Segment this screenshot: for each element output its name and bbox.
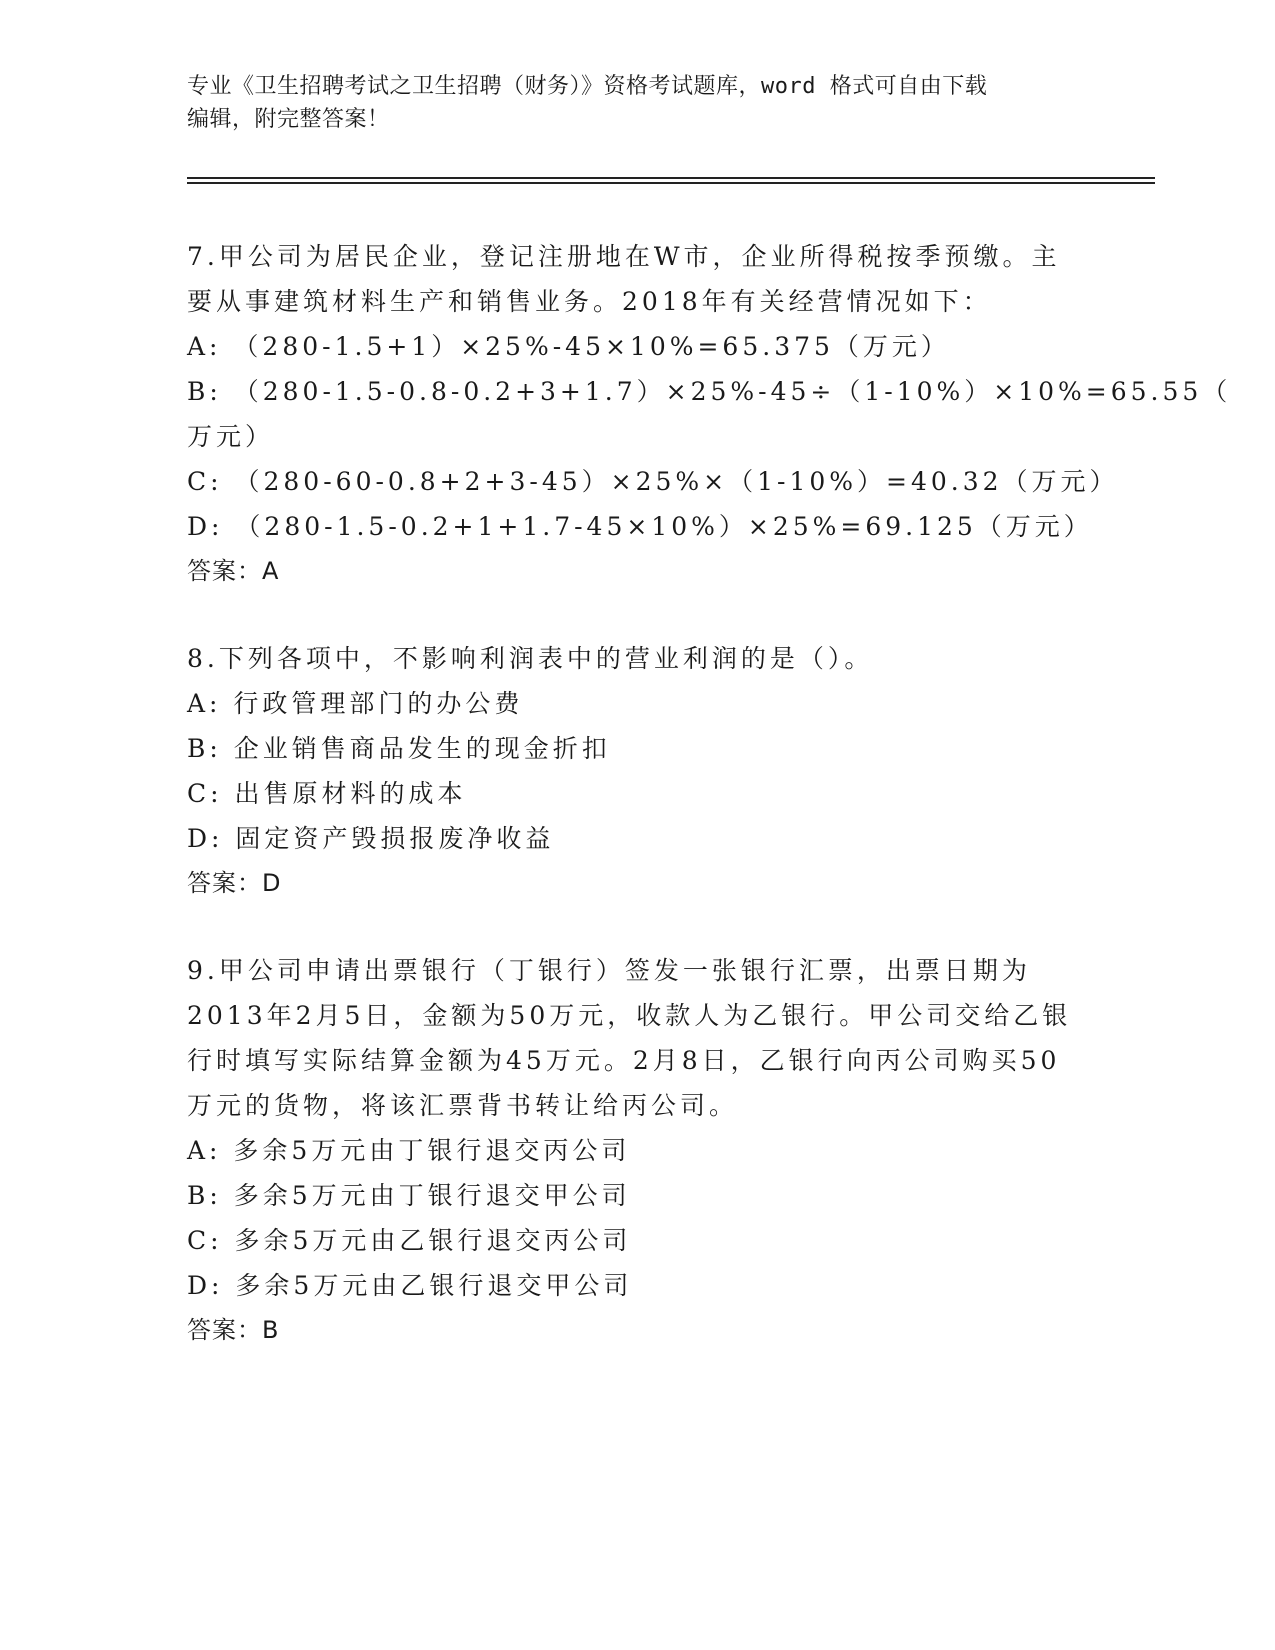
header-line-2: 编辑，附完整答案！: [187, 107, 390, 132]
option-a: A: 行政管理部门的办公费: [187, 689, 524, 718]
question-9: [187, 948, 1087, 1353]
option-d: D: （280-1.5-0.2+1+1.7-45×10%）×25%=69.125（万元）: [187, 512, 1093, 541]
question-stem-line: 要从事建筑材料生产和销售业务。2018年有关经营情况如下：: [187, 287, 992, 316]
answer-label: 答案：B: [187, 1316, 280, 1344]
question-8: [187, 636, 1087, 906]
header-divider-top: [187, 177, 1155, 179]
header-divider-bottom: [187, 182, 1155, 184]
answer-label: 答案：A: [187, 557, 280, 585]
answer-label: 答案：D: [187, 869, 282, 897]
question-7: [187, 234, 1232, 594]
option-b: B: 多余5万元由丁银行退交甲公司: [187, 1181, 631, 1210]
question-stem-line: 2013年2月5日，金额为50万元，收款人为乙银行。甲公司交给乙银: [187, 1001, 1072, 1030]
option-b: B: （280-1.5-0.8-0.2+3+1.7）×25%-45÷（1-10%）×10%=65.55（: [187, 377, 1232, 406]
question-stem-line: 万元的货物，将该汇票背书转让给丙公司。: [187, 1091, 739, 1120]
option-a: A: （280-1.5+1）×25%-45×10%=65.375（万元）: [187, 332, 950, 361]
option-d: D: 固定资产毁损报废净收益: [187, 824, 555, 853]
option-c: C: 出售原材料的成本: [187, 779, 467, 808]
option-c: C: （280-60-0.8+2+3-45）×25%×（1-10%）=40.32（万元）: [187, 467, 1119, 496]
question-stem-line: 7.甲公司为居民企业，登记注册地在W市，企业所得税按季预缴。主: [187, 242, 1061, 271]
question-stem-line: 8.下列各项中，不影响利润表中的营业利润的是（）。: [187, 644, 874, 673]
header-line-1: 专业《卫生招聘考试之卫生招聘（财务）》资格考试题库，word 格式可自由下载: [187, 74, 988, 99]
option-d: D: 多余5万元由乙银行退交甲公司: [187, 1271, 633, 1300]
option-a: A: 多余5万元由丁银行退交丙公司: [187, 1136, 631, 1165]
question-stem-line: 行时填写实际结算金额为45万元。2月8日，乙银行向丙公司购买50: [187, 1046, 1061, 1075]
option-b-continued: 万元）: [187, 422, 275, 451]
option-c: C: 多余5万元由乙银行退交丙公司: [187, 1226, 632, 1255]
document-header: [187, 70, 1067, 136]
question-list: [187, 234, 1232, 1395]
question-stem-line: 9.甲公司申请出票银行（丁银行）签发一张银行汇票，出票日期为: [187, 956, 1031, 985]
option-b: B: 企业销售商品发生的现金折扣: [187, 734, 611, 763]
